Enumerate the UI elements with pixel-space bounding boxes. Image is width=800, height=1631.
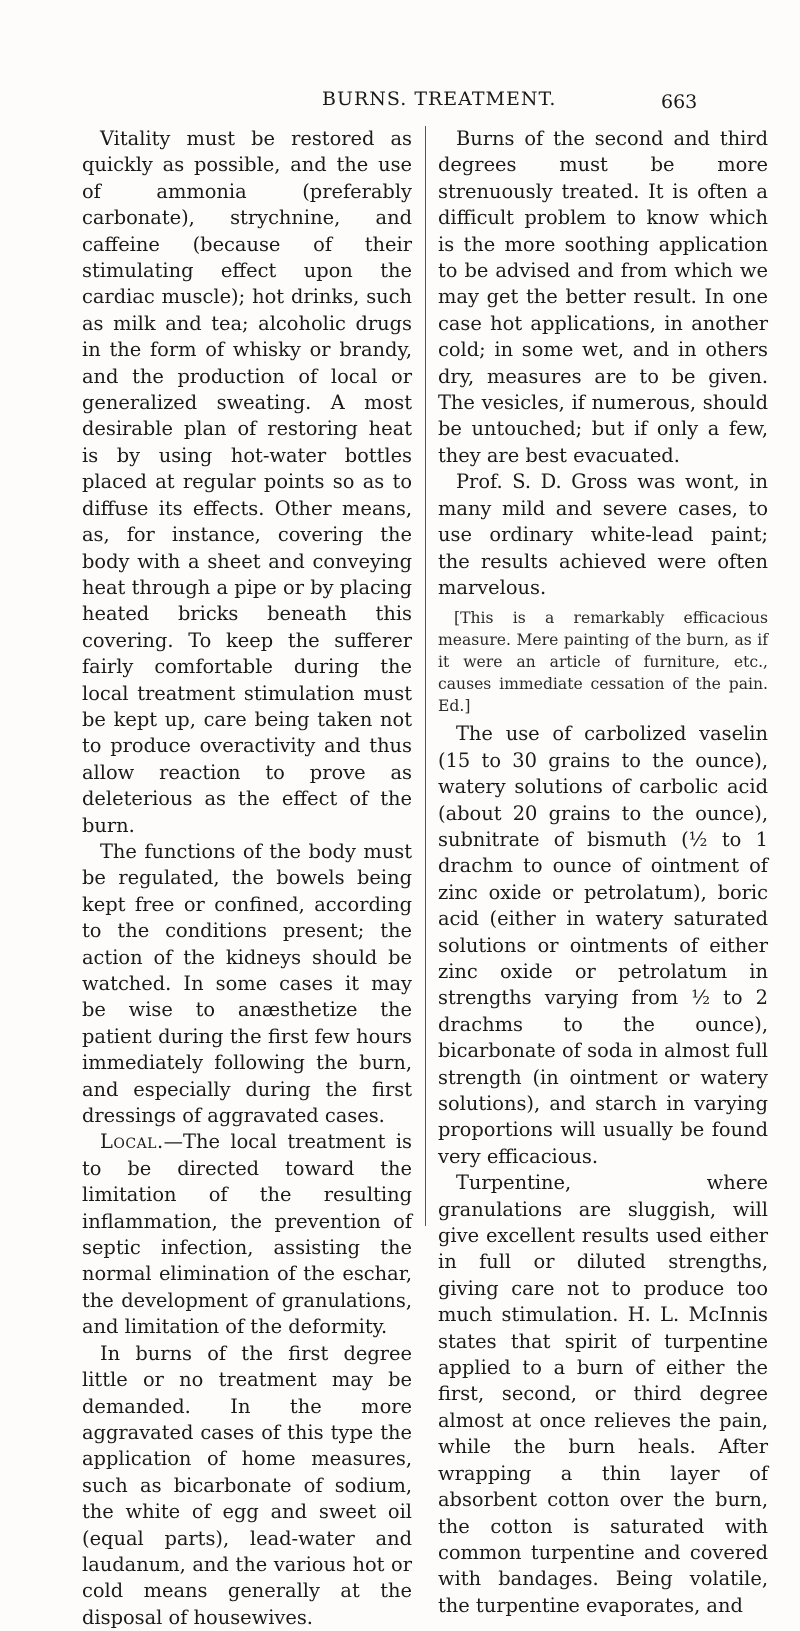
paragraph-gross: Prof. S. D. Gross was wont, in many mild and severe cases, to use ordinary white-lead paint; the results achieved were often marvelous. [438, 470, 768, 599]
editor-note: [This is a remarkably efficacious measure. Mere painting of the burn, as if it were an article of furniture, etc., causes immediate cessation of the pain. Ed.] [438, 609, 768, 716]
right-column [438, 126, 768, 1619]
column-divider [425, 126, 426, 1226]
paragraph-carbolized-vaselin: The use of carbolized vaselin (15 to 30 grains to the ounce), watery solutions of carbolic acid (about 20 grains to the ounce), subnitrate of bismuth (½ to 1 drachm to ounce of ointment of zinc oxide or petrolatum), boric acid (either in watery saturated solutions or ointments of either zinc oxide or petrolatum in strengths varying from ½ to 2 drachms to the ounce), bicarbonate of soda in almost full strength (in ointment or watery solutions), and starch in varying proportions will usually be found very efficacious. [438, 722, 768, 1168]
page-number: 663 [661, 91, 698, 113]
section-heading-local: Local. [100, 1130, 164, 1154]
paragraph-second-third-degree: Burns of the second and third degrees must be more strenuously treated. It is often a difficult problem to know which is the more soothing application to be advised and from which we may get the better result. In one case hot applications, in another cold; in some wet, and in others dry, measures are to be given. The vesicles, if numerous, should be untouched; but if only a few, they are best evacuated. [438, 127, 768, 467]
paragraph-vitality: Vitality must be restored as quickly as possible, and the use of ammonia (preferably carbonate), strychnine, and caffeine (because of their stimulating effect upon the cardiac muscle); hot drinks, such as milk and tea; alcoholic drugs in the form of whisky or brandy, and the production of local or generalized sweating. A most desirable plan of restoring heat is by using hot-water bottles placed at regular points so as to diffuse its effects. Other means, as, for instance, covering the body with a sheet and conveying heat through a pipe or by placing heated bricks beneath this covering. To keep the sufferer fairly comfortable during the local treatment stimulation must be kept up, care being taken not to produce overactivity and thus allow reaction to prove as deleterious as the effect of the burn. [82, 127, 412, 837]
left-column [82, 126, 412, 1631]
running-head: BURNS. TREATMENT. [322, 88, 557, 110]
paragraph-local-treatment [82, 1129, 412, 1340]
paragraph-turpentine: Turpentine, where granulations are sluggish, will give excellent results used either in full or diluted strengths, giving care not to produce too much stimulation. H. L. McInnis states that spirit of turpentine applied to a burn of either the first, second, or third degree almost at once relieves the pain, while the burn heals. After wrapping a thin layer of absorbent cotton over the burn, the cotton is saturated with common turpentine and covered with bandages. Being volatile, the turpentine evaporates, and [438, 1171, 768, 1617]
paragraph-body-functions: The functions of the body must be regulated, the bowels being kept free or confined, according to the conditions present; the action of the kidneys should be watched. In some cases it may be wise to anæsthetize the patient during the first few hours immediately following the burn, and especially during the first dressings of aggravated cases. [82, 839, 412, 1128]
page-header [0, 88, 800, 118]
paragraph-first-degree: In burns of the first degree little or no treatment may be demanded. In the more aggravated cases of this type the application of home measures, such as bicarbonate of sodium, the white of egg and sweet oil (equal parts), lead-water and laudanum, and the various hot or cold means generally at the disposal of housewives. [82, 1341, 412, 1629]
local-treatment-text: —The local treatment is to be directed toward the limitation of the resulting inflammation, the prevention of septic infection, assisting the normal elimination of the eschar, the development of granulations, and limitation of the deformity. [82, 1130, 412, 1339]
